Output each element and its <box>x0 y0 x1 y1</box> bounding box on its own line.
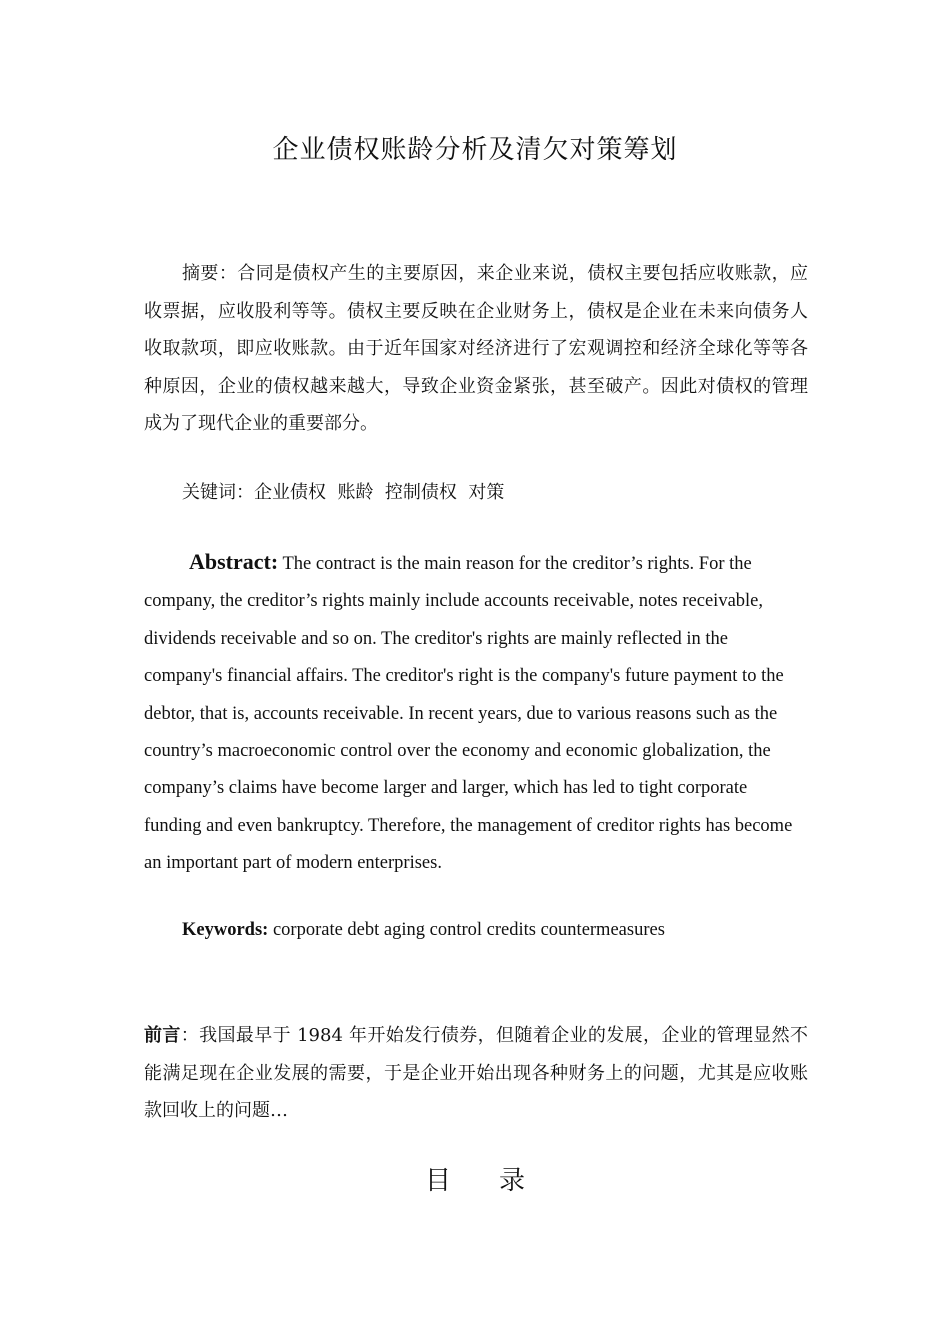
preface-label: 前言 <box>144 1025 181 1046</box>
toc-heading-char-1: 目 <box>424 1166 451 1196</box>
table-of-contents-heading <box>0 1163 950 1199</box>
chinese-abstract-label: 摘要： <box>182 263 238 284</box>
english-keywords-text: corporate debt aging control credits countermeasures <box>272 920 665 940</box>
preface <box>144 1017 808 1130</box>
toc-heading-char-2: 录 <box>499 1166 526 1196</box>
english-keywords-label: Keywords: <box>182 920 269 940</box>
english-keywords <box>144 912 808 950</box>
chinese-keywords-label: 关键词： <box>182 482 254 503</box>
english-abstract-text: The contract is the main reason for the creditor’s rights. For the company, the creditor’s rights mainly include accounts receivable, notes receivable, dividends receivable and so on. The creditor's rights are mainly reflected in the company's financial affairs. The creditor's right is the company's future payment to the debtor, that is, accounts receivable. In recent years, due to various reasons such as the country’s macroeconomic control over the economy and economic globalization, the company’s claims have become larger and larger, which has led to tight corporate funding and even bankruptcy. Therefore, the management of creditor rights has become an important part of modern enterprises. <box>144 554 793 874</box>
english-abstract-label: Abstract: <box>189 549 279 574</box>
chinese-abstract <box>144 255 808 443</box>
chinese-keywords-text: 企业债权 账龄 控制债权 对策 <box>254 482 505 503</box>
chinese-abstract-text: 合同是债权产生的主要原因，来企业来说，债权主要包括应收账款，应收票据，应收股利等等。债权主要反映在企业财务上，债权是企业在未来向债务人收取款项，即应收账款。由于近年国家对经济进行了宏观调控和经济全球化等等各种原因，企业的债权越来越大，导致企业资金紧张，甚至破产。因此对债权的管理成为了现代企业的重要部分。 <box>144 263 809 434</box>
english-abstract <box>144 543 808 883</box>
document-title: 企业债权账龄分析及清欠对策筹划 <box>272 135 678 165</box>
preface-text: ：我国最早于 1984 年开始发行债券，但随着企业的发展，企业的管理显然不能满足现在企业发展的需要，于是企业开始出现各种财务上的问题，尤其是应收账款回收上的问题… <box>144 1025 808 1121</box>
chinese-keywords <box>144 474 808 512</box>
